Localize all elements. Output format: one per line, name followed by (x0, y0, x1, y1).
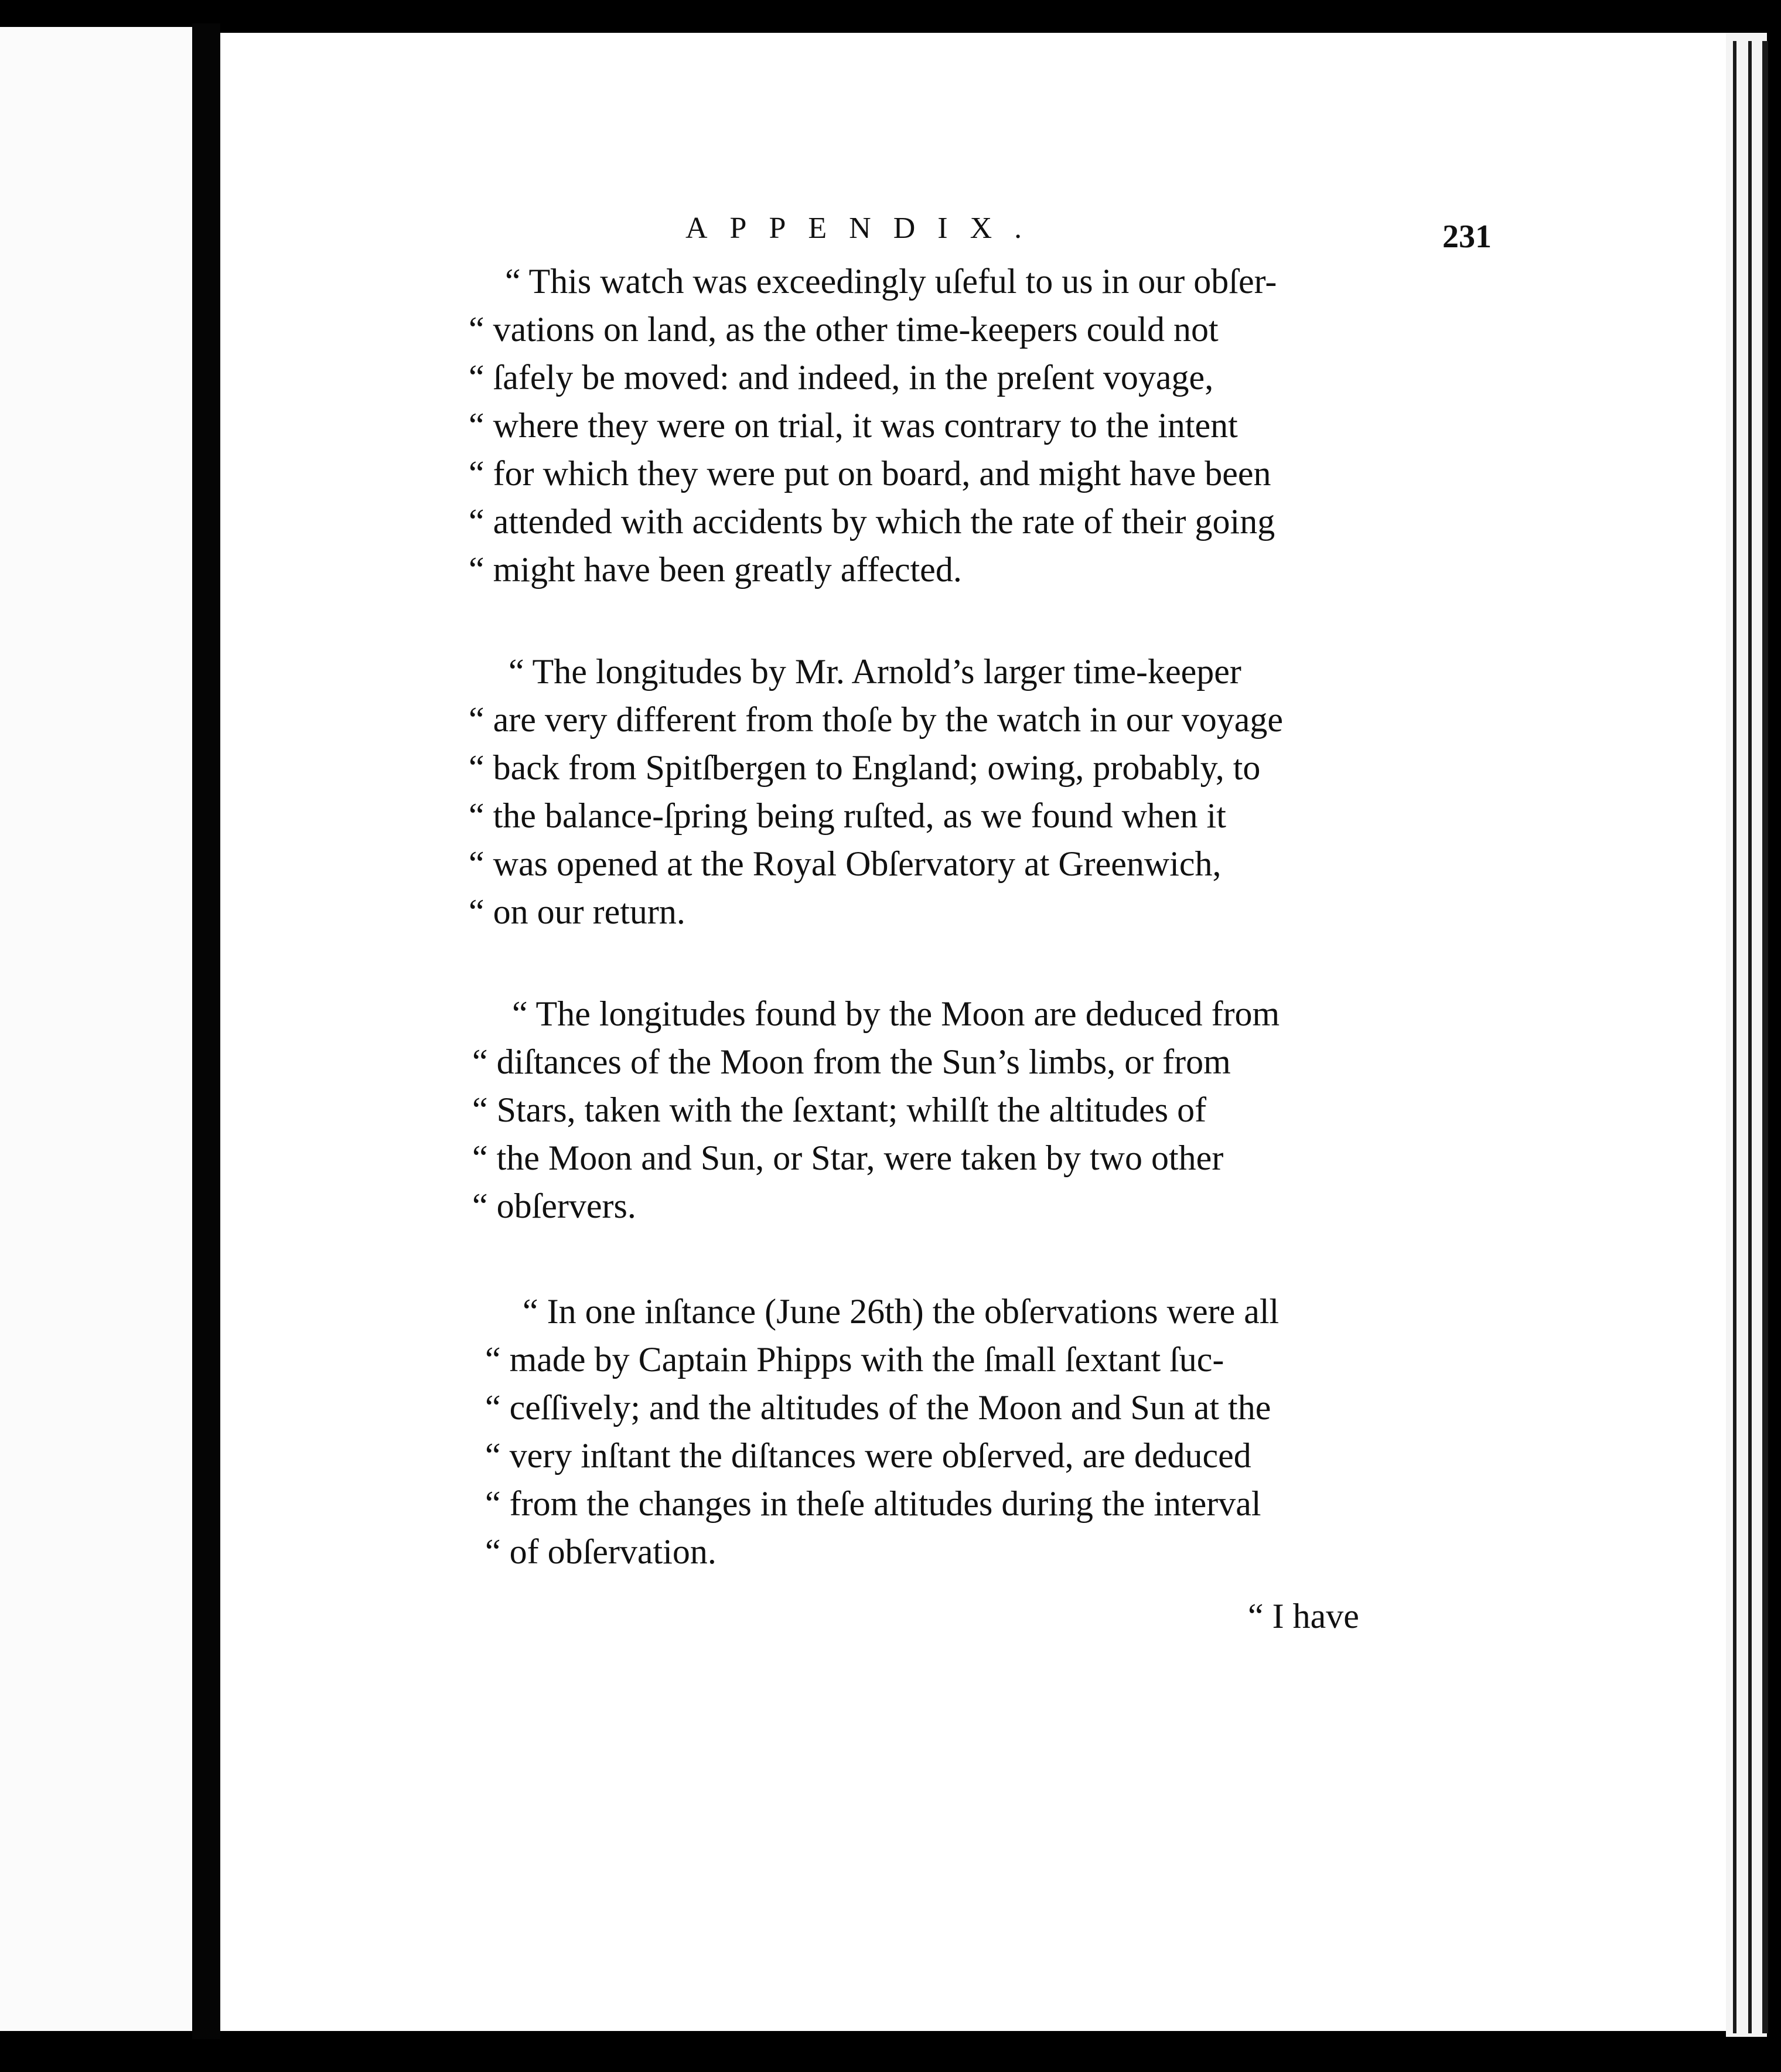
text-line: “ diſtances of the Moon from the Sun’s limbs, or from (472, 1042, 1231, 1081)
text-line: “ Stars, taken with the ſextant; whilſt the altitudes of (472, 1090, 1207, 1129)
page-edge-line (1733, 41, 1736, 2033)
text-line: “ ceſſively; and the altitudes of the Moon and Sun at the (485, 1388, 1271, 1427)
page-edge-line (1748, 41, 1752, 2033)
running-head: APPENDIX. (685, 212, 1045, 245)
text-line: “ obſervers. (472, 1187, 636, 1225)
page-edge-line (1762, 41, 1768, 2033)
text-line: “ This watch was exceedingly uſeful to us in our obſer- (505, 262, 1277, 301)
text-line: “ might have been greatly affected. (469, 550, 962, 589)
text-line: “ In one inſtance (June 26th) the obſervations were all (523, 1292, 1280, 1331)
text-line: “ The longitudes by Mr. Arnold’s larger time-keeper (509, 652, 1241, 691)
text-line: “ of obſervation. (485, 1532, 717, 1571)
page-edges (1726, 33, 1767, 2037)
text-line: “ made by Captain Phipps with the ſmall ſextant ſuc- (485, 1340, 1224, 1379)
text-line: “ ſafely be moved: and indeed, in the preſent voyage, (469, 358, 1214, 397)
text-line: “ vations on land, as the other time-keepers could not (469, 310, 1219, 349)
text-line: “ on our return. (469, 892, 685, 931)
text-line: “ where they were on trial, it was contrary to the intent (469, 406, 1238, 445)
text-line: “ The longitudes found by the Moon are deduced from (512, 994, 1280, 1033)
page-number: 231 (1442, 219, 1492, 255)
text-line: “ back from Spitſbergen to England; owing, probably, to (469, 748, 1261, 787)
facing-page (0, 27, 192, 2031)
text-line: “ attended with accidents by which the rate of their going (469, 502, 1275, 541)
text-line: “ very inſtant the diſtances were obſerved, are deduced (485, 1436, 1251, 1475)
text-line: “ from the changes in theſe altitudes during the interval (485, 1484, 1261, 1523)
text-line: “ for which they were put on board, and might have been (469, 454, 1271, 493)
text-line: “ was opened at the Royal Obſervatory at Greenwich, (469, 844, 1222, 883)
text-line: “ the balance-ſpring being ruſted, as we found when it (469, 796, 1226, 835)
catchword: “ I have (1248, 1597, 1359, 1635)
text-line: “ the Moon and Sun, or Star, were taken by two other (472, 1139, 1224, 1177)
text-line: “ are very different from thoſe by the watch in our voyage (469, 700, 1284, 739)
book-gutter (192, 23, 220, 2039)
